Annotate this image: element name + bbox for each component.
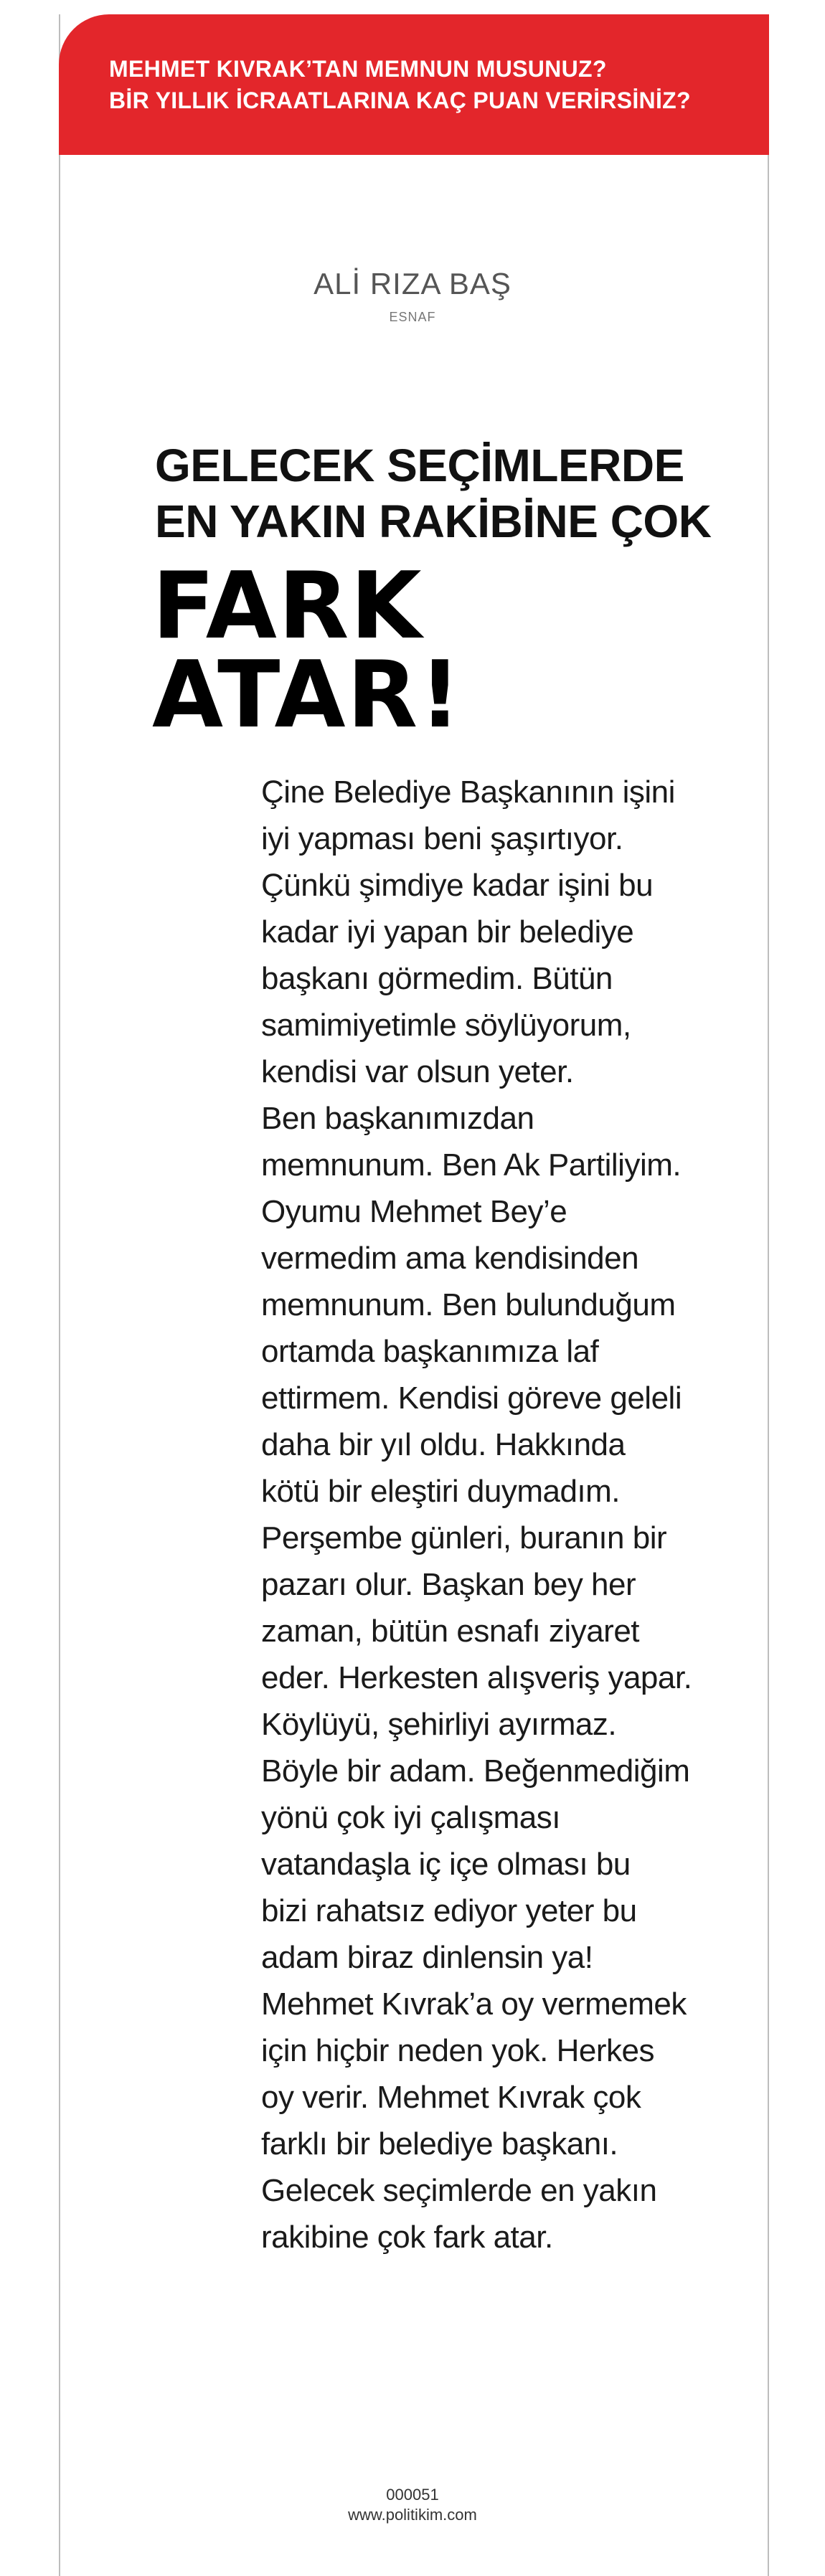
article-body-line: iyi yapması beni şaşırtıyor.	[261, 821, 623, 856]
article-body-line: rakibine çok fark atar.	[261, 2220, 553, 2255]
headline-big-line-1: FARK	[152, 553, 423, 660]
article-body-line: kendisi var olsun yeter.	[261, 1054, 574, 1089]
banner-question-line-2: BİR YILLIK İCRAATLARINA KAÇ PUAN VERİRSİNİZ?	[109, 87, 691, 113]
article-body-line: eder. Herkesten alışveriş yapar.	[261, 1660, 692, 1695]
article-body-line: memnunum. Ben Ak Partiliyim.	[261, 1147, 682, 1183]
article-body-line: adam biraz dinlensin ya!	[261, 1940, 593, 1975]
headline-line-2: EN YAKIN RAKİBİNE ÇOK	[155, 496, 712, 547]
author-name: ALİ RIZA BAŞ	[314, 267, 512, 300]
article-body-line: kadar iyi yapan bir belediye	[261, 914, 634, 950]
headline-big-line-2: ATAR!	[152, 642, 463, 749]
author-role: ESNAF	[389, 310, 436, 324]
article-body-line: için hiçbir neden yok. Herkes	[261, 2033, 654, 2068]
article-body-line: zaman, bütün esnafı ziyaret	[261, 1614, 640, 1649]
article-body-line: Köylüyü, şehirliyi ayırmaz.	[261, 1707, 617, 1742]
article-body-line: bizi rahatsız ediyor yeter bu	[261, 1893, 637, 1928]
article-body-line: memnunum. Ben bulunduğum	[261, 1287, 676, 1322]
article-body-line: kötü bir eleştiri duymadım.	[261, 1474, 621, 1509]
article-body-line: Çünkü şimdiye kadar işini bu	[261, 868, 654, 903]
headline-line-1: GELECEK SEÇİMLERDE	[155, 440, 684, 491]
article-body-line: farklı bir belediye başkanı.	[261, 2126, 618, 2161]
article-body-line: Mehmet Kıvrak’a oy vermemek	[261, 1987, 687, 2022]
article-body-line: Çine Belediye Başkanının işini	[261, 775, 675, 810]
article-body-line: oy verir. Mehmet Kıvrak çok	[261, 2080, 641, 2115]
article-body-line: Böyle bir adam. Beğenmediğim	[261, 1753, 690, 1789]
article-body	[261, 769, 692, 2260]
footer-website: www.politikim.com	[348, 2506, 477, 2524]
footer-code: 000051	[386, 2486, 439, 2504]
article-body-line: Perşembe günleri, buranın bir	[261, 1520, 667, 1555]
banner-question-line-1: MEHMET KIVRAK’TAN MEMNUN MUSUNUZ?	[109, 56, 607, 82]
article-body-line: Ben başkanımızdan	[261, 1101, 534, 1136]
article-body-line: vermedim ama kendisinden	[261, 1241, 639, 1276]
article-body-line: yönü çok iyi çalışması	[261, 1800, 560, 1835]
article-body-line: ettirmem. Kendisi göreve geleli	[261, 1381, 682, 1416]
survey-banner	[59, 14, 769, 155]
article-body-line: Gelecek seçimlerde en yakın	[261, 2173, 657, 2208]
article-body-line: Oyumu Mehmet Bey’e	[261, 1194, 567, 1229]
article-body-line: vatandaşla iç içe olması bu	[261, 1847, 631, 1882]
article-body-line: pazarı olur. Başkan bey her	[261, 1567, 636, 1602]
article-body-line: başkanı görmedim. Bütün	[261, 961, 613, 996]
article-body-line: ortamda başkanımıza laf	[261, 1334, 599, 1369]
article-body-line: daha bir yıl oldu. Hakkında	[261, 1427, 626, 1462]
article-body-line: samimiyetimle söylüyorum,	[261, 1008, 631, 1043]
